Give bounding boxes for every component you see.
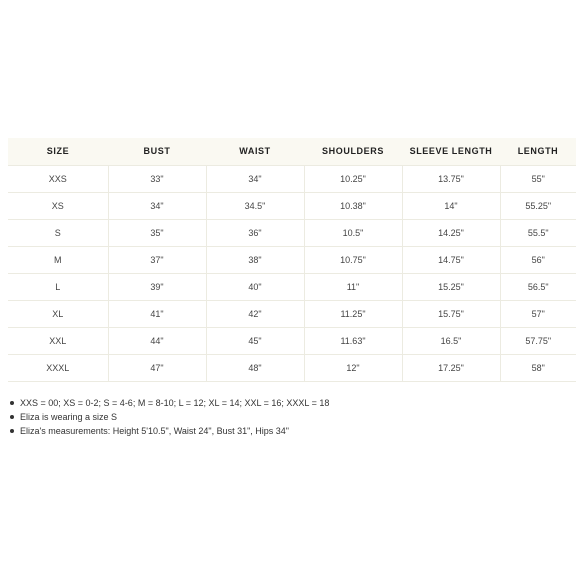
cell-bust: 34" xyxy=(108,192,206,219)
cell-waist: 38" xyxy=(206,246,304,273)
cell-shoulders: 12" xyxy=(304,354,402,381)
cell-shoulders: 11" xyxy=(304,273,402,300)
cell-sleeve-length: 14.25" xyxy=(402,219,500,246)
header-size: SIZE xyxy=(46,146,70,157)
header-waist: WAIST xyxy=(239,146,271,157)
cell-bust: 39" xyxy=(108,273,206,300)
bullet-icon xyxy=(10,401,14,405)
cell-length: 57" xyxy=(500,300,576,327)
cell-size: XXL xyxy=(8,327,108,354)
cell-waist: 36" xyxy=(206,219,304,246)
cell-waist: 48" xyxy=(206,354,304,381)
cell-bust: 41" xyxy=(108,300,206,327)
cell-waist: 34" xyxy=(206,165,304,192)
list-item xyxy=(10,410,329,424)
header-sleeve-length: SLEEVE LENGTH xyxy=(409,146,493,157)
header-shoulders: SHOULDERS xyxy=(322,146,384,157)
cell-shoulders: 10.38" xyxy=(304,192,402,219)
cell-length: 56.5" xyxy=(500,273,576,300)
cell-size: XXS xyxy=(8,165,108,192)
cell-waist: 34.5" xyxy=(206,192,304,219)
cell-length: 55" xyxy=(500,165,576,192)
model-measurements-note: Eliza's measurements: Height 5'10.5", Waist 24", Bust 31", Hips 34" xyxy=(20,426,290,436)
table-row xyxy=(8,354,576,381)
cell-waist: 40" xyxy=(206,273,304,300)
cell-waist: 45" xyxy=(206,327,304,354)
bullet-icon xyxy=(10,415,14,419)
size-chart-table xyxy=(8,138,576,382)
cell-bust: 44" xyxy=(108,327,206,354)
table-row xyxy=(8,219,576,246)
cell-sleeve-length: 17.25" xyxy=(402,354,500,381)
bullet-icon xyxy=(10,429,14,433)
table-row xyxy=(8,165,576,192)
cell-shoulders: 11.63" xyxy=(304,327,402,354)
cell-size: XXXL xyxy=(8,354,108,381)
cell-shoulders: 11.25" xyxy=(304,300,402,327)
cell-bust: 35" xyxy=(108,219,206,246)
table-row xyxy=(8,327,576,354)
cell-bust: 37" xyxy=(108,246,206,273)
cell-sleeve-length: 13.75" xyxy=(402,165,500,192)
table-row xyxy=(8,300,576,327)
table-header-row xyxy=(8,138,576,165)
cell-bust: 33" xyxy=(108,165,206,192)
cell-sleeve-length: 15.75" xyxy=(402,300,500,327)
cell-shoulders: 10.5" xyxy=(304,219,402,246)
cell-length: 55.5" xyxy=(500,219,576,246)
cell-size: XL xyxy=(8,300,108,327)
table-row xyxy=(8,192,576,219)
cell-size: L xyxy=(8,273,108,300)
header-length: LENGTH xyxy=(517,146,559,157)
cell-length: 55.25" xyxy=(500,192,576,219)
cell-shoulders: 10.25" xyxy=(304,165,402,192)
cell-sleeve-length: 15.25" xyxy=(402,273,500,300)
cell-size: S xyxy=(8,219,108,246)
cell-sleeve-length: 16.5" xyxy=(402,327,500,354)
cell-length: 56" xyxy=(500,246,576,273)
cell-sleeve-length: 14" xyxy=(402,192,500,219)
cell-length: 58" xyxy=(500,354,576,381)
cell-waist: 42" xyxy=(206,300,304,327)
size-conversion-note: XXS = 00; XS = 0-2; S = 4-6; M = 8-10; L = 12; XL = 14; XXL = 16; XXXL = 18 xyxy=(20,398,330,408)
cell-size: M xyxy=(8,246,108,273)
list-item xyxy=(10,424,329,438)
cell-length: 57.75" xyxy=(500,327,576,354)
table-row xyxy=(8,246,576,273)
cell-sleeve-length: 14.75" xyxy=(402,246,500,273)
size-notes-list xyxy=(10,396,329,438)
cell-shoulders: 10.75" xyxy=(304,246,402,273)
header-bust: BUST xyxy=(143,146,171,157)
cell-size: XS xyxy=(8,192,108,219)
cell-bust: 47" xyxy=(108,354,206,381)
model-size-note: Eliza is wearing a size S xyxy=(20,412,118,422)
table-row xyxy=(8,273,576,300)
list-item xyxy=(10,396,329,410)
